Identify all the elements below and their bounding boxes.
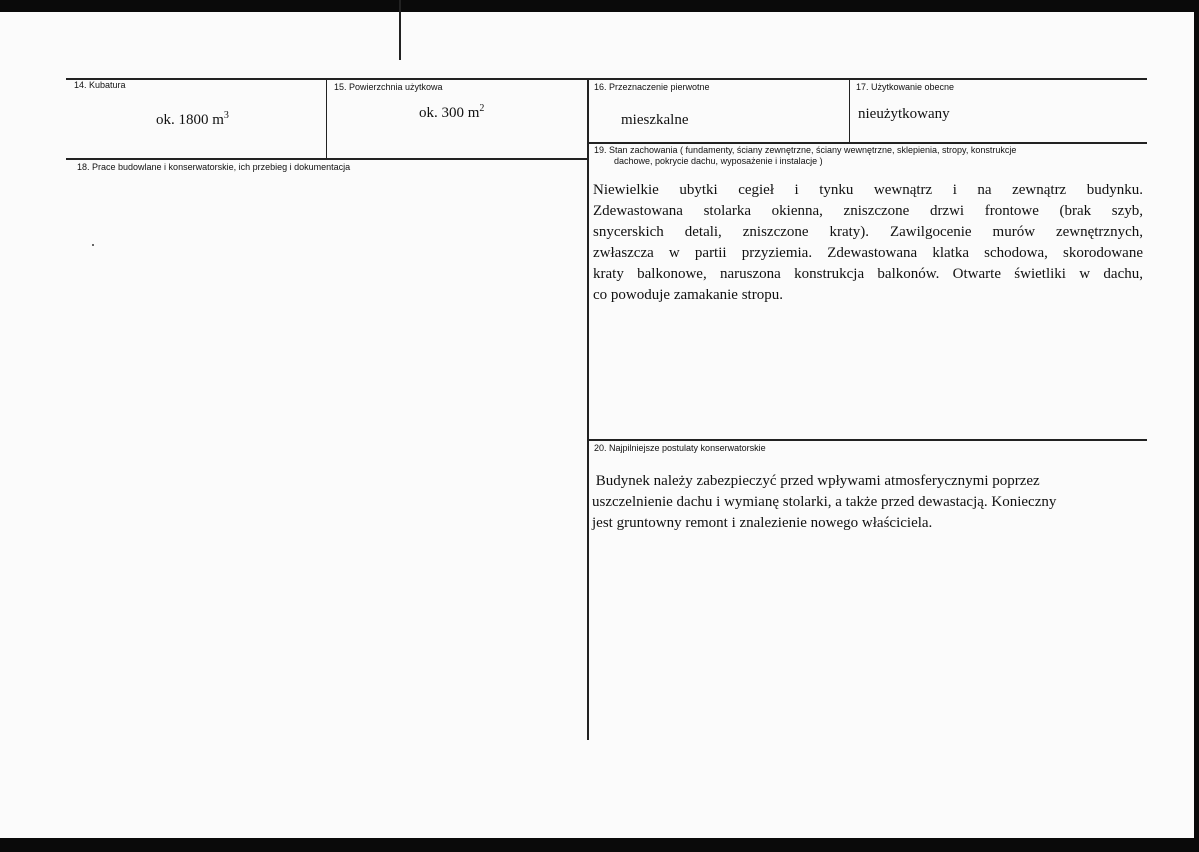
stan-label-line2: dachowe, pokrycie dachu, wyposażenie i instalacje ) xyxy=(614,156,823,166)
stan-label-line1: 19. Stan zachowania ( fundamenty, ściany zewnętrzne, ściany wewnętrzne, sklepienia, stropy, konstrukcje xyxy=(594,145,1017,155)
kubatura-value xyxy=(156,112,229,129)
row1-top-rule xyxy=(66,78,1147,80)
uzytkowanie-value: nieużytkowany xyxy=(858,106,950,122)
stan-line-6: co powoduje zamakanie stropu. xyxy=(593,287,783,303)
kubatura-unit-exponent: 3 xyxy=(223,110,229,121)
col-divider-1 xyxy=(326,80,327,158)
row3-rule-right xyxy=(588,439,1147,441)
stan-line-1: Niewielkie ubytki cegieł i tynku wewnątrz i na zewnątrz budynku. xyxy=(593,182,1143,198)
col-divider-3 xyxy=(849,80,850,142)
powierzchnia-value-text: ok. 300 m xyxy=(419,105,480,121)
przeznaczenie-value: mieszkalne xyxy=(621,112,689,128)
przeznaczenie-label: 16. Przeznaczenie pierwotne xyxy=(594,82,710,92)
scan-speck xyxy=(92,244,94,246)
postulaty-label: 20. Najpilniejsze postulaty konserwatorskie xyxy=(594,443,766,453)
postulaty-text xyxy=(592,471,1132,534)
powierzchnia-label: 15. Powierzchnia użytkowa xyxy=(334,82,443,92)
uzytkowanie-label: 17. Użytkowanie obecne xyxy=(856,82,955,92)
scan-border-right xyxy=(1194,12,1199,838)
row2-rule-left xyxy=(66,158,588,160)
postulaty-line-3: jest gruntowny remont i znalezienie nowego właściciela. xyxy=(592,515,933,531)
powierzchnia-value xyxy=(419,105,484,122)
stan-line-4: zwłaszcza w partii przyziemia. Zdewastowana klatka schodowa, skorodowane xyxy=(593,245,1143,261)
form-page xyxy=(0,12,1194,838)
scan-border-bottom xyxy=(0,838,1199,852)
prace-label: 18. Prace budowlane i konserwatorskie, ich przebieg i dokumentacja xyxy=(77,162,351,172)
stan-line-5: kraty balkonowe, naruszona konstrukcja balkonów. Otwarte świetliki w dachu, xyxy=(593,266,1143,282)
col-divider-2 xyxy=(587,80,589,740)
kubatura-value-text: ok. 1800 m xyxy=(156,112,224,128)
stan-line-3: snycerskich detali, zniszczone kraty). Zawilgocenie murów zewnętrznych, xyxy=(593,224,1143,240)
row2-rule-right xyxy=(588,142,1147,144)
top-divider-vertical xyxy=(399,0,401,60)
scan-border-top xyxy=(0,0,1199,12)
stan-line-2: Zdewastowana stolarka okienna, zniszczone drzwi frontowe (brak szyb, xyxy=(593,203,1143,219)
postulaty-line-1: Budynek należy zabezpieczyć przed wpływami atmosferycznymi poprzez xyxy=(592,473,1040,489)
powierzchnia-unit-exponent: 2 xyxy=(479,103,485,114)
kubatura-label: 14. Kubatura xyxy=(74,80,126,90)
stan-text xyxy=(593,180,1143,306)
postulaty-line-2: uszczelnienie dachu i wymianę stolarki, a także przed dewastacją. Konieczny xyxy=(592,494,1057,510)
